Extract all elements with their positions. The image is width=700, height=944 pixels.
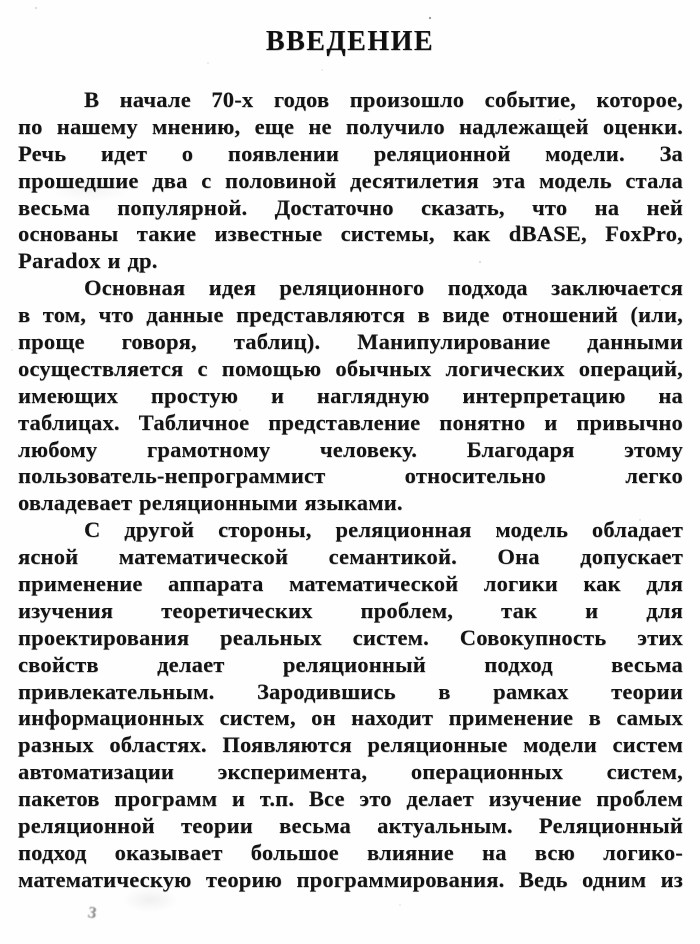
text-line: подход оказывает большое влияние на всю логико- [18, 839, 683, 865]
text-line: математическую теорию программирования. Ведь одним из [18, 866, 683, 892]
text-line: Paradox и др. [18, 248, 158, 274]
text-line: осуществляется с помощью обычных логических операций, [18, 355, 683, 381]
text-line: С другой стороны, реляционная модель обладает [84, 517, 683, 543]
text-line: проще говоря, таблиц). Манипулирование данными [18, 329, 683, 355]
text-line: Речь идет о появлении реляционной модели. За [18, 140, 683, 166]
text-line: в том, что данные представляются в виде отношений (или, [18, 302, 683, 328]
text-line: весьма популярной. Достаточно сказать, что на ней [18, 194, 683, 220]
text-line: В начале 70-х годов произошло событие, которое, [84, 87, 683, 112]
text-line: Основная идея реляционного подхода заключается [84, 275, 683, 301]
text-line: привлекательным. Зародившись в рамках теории [18, 678, 683, 704]
text-line: автоматизации эксперимента, операционных систем, [18, 759, 683, 785]
page-title: ВВЕДЕНИЕ [265, 26, 435, 57]
page-body [18, 87, 683, 894]
text-line: любому грамотному человеку. Благодаря этому [18, 436, 683, 462]
text-line: прошедшие два с половиной десятилетия эта модель стала [18, 167, 683, 193]
text-line: применение аппарата математической логики как для [18, 571, 683, 597]
text-line: ясной математической семантикой. Она допускает [18, 544, 683, 570]
text-line: свойств делает реляционный подход весьма [18, 651, 683, 677]
text-line: имеющих простую и наглядную интерпретацию на [18, 382, 683, 408]
text-line: по нашему мнению, еще не получило надлежащей оценки. [18, 113, 683, 139]
paragraph [18, 275, 683, 517]
text-line: овладевает реляционными языками. [18, 490, 403, 516]
text-line: реляционной теории весьма актуальным. Реляционный [18, 813, 683, 839]
page-number: 3 [86, 902, 99, 923]
text-line: разных областях. Появляются реляционные модели систем [18, 732, 683, 758]
text-line: таблицах. Табличное представление понятно и привычно [18, 409, 683, 435]
text-line: пакетов программ и т.п. Все это делает изучение проблем [18, 786, 683, 812]
text-line: основаны такие известные системы, как dBASE, FoxPro, [18, 221, 683, 247]
text-line: пользователь-непрограммист относительно легко [18, 463, 683, 489]
paragraph [18, 87, 683, 275]
text-line: информационных систем, он находит применение в самых [18, 705, 683, 731]
text-line: проектирования реальных систем. Совокупность этих [18, 624, 683, 650]
paragraph [18, 517, 683, 893]
text-line: изучения теоретических проблем, так и для [18, 597, 683, 623]
